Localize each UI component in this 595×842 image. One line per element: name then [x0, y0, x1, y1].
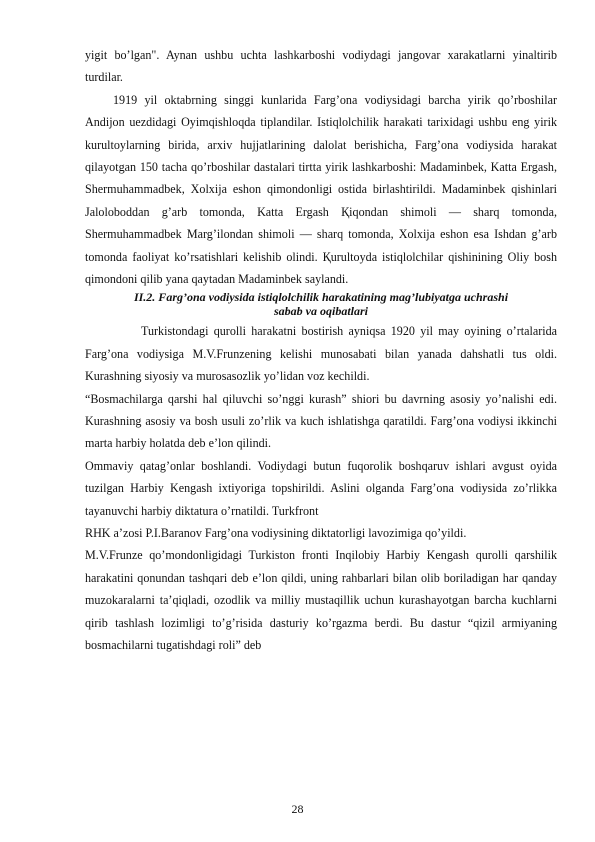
paragraph-kurultoy: 1919 yil oktabrning singgi kunlarida Farg’ona vodiysidagi barcha yirik qo’rboshilar Andijon uezdidagi Oyimqishloqda tiplandilar. Istiqlolchilik harakati tarixidagi ushbu eng yirik kurultoylarning birida, arxiv hujjatlarining dalolat berishicha, Farg’ona vodiysida harakat qilayotgan 150 tacha qo’rboshilar dastalari tirtta yirik lashkarboshi: Madaminbek, Katta Ergash, Shermuhammadbek, Xolxija eshon qimondonligi ostida birlashtirildi. Madaminbek qishinlari Jaloloboddan g’arb tomonda, Katta Ergash Қiqondan shimoli — sharq tomonda, Shermuhammadbek Marg’ilondan shimoli — sharq tomonda, Xolxija eshon esa Ishdan g’arb tomonda faoliyat ko’rsatishlari kelishib olindi. Қurultoyda istiqlolchilar qishinining Oliy bosh qimondoni qilib yana qaytadan Madaminbek saylandi. [85, 92, 557, 287]
section-heading-line-2: sabab va oqibatlari [273, 303, 368, 318]
page-number: 28 [291, 802, 304, 816]
section-heading [85, 291, 557, 318]
paragraph-continuation: yigit bo’lgan". Aynan ushbu uchta lashkarboshi vodiydagi jangovar xarakatlarni yinaltirib turdilar. [85, 48, 557, 85]
body-text [85, 44, 557, 656]
paragraph-repressions: Ommaviy qatag’onlar boshlandi. Vodiydagi butun fuqorolik boshqaruv ishlari avgust oyida tuzilgan Harbiy Kengash ixtiyoriga topshirildi. Aslini olganda Farg’ona vodiysida zo’rlikka tayanuvchi harbiy diktatura o’rnatildi. Turkfront [85, 458, 557, 518]
paragraph-turkfront-council: M.V.Frunze qo’mondonligidagi Turkiston fronti Inqilobiy Harbiy Kengash qurolli qarshilik harakatini qonundan tashqari deb e’lon qildi, uning rahbarlari bilan olib boriladigan har qanday muzokaralarni ta’qiqladi, ozodlik va milliy mustaqillik uchun kurashayotgan barcha kuchlarni qirib tashlash lozimligi to’g’risida dasturiy ko’rgazma berdi. Bu dastur “qizil armiyaning bosmachilarni tugatishdagi roli” deb [85, 548, 557, 652]
paragraph-frunze-arrival: Turkistondagi qurolli harakatni bostirish ayniqsa 1920 yil may oyining o’rtalarida Farg’ona vodiysiga M.V.Frunzening kelishi munosabati bilan yanada dahshatli tus oldi. Kurashning siyosiy va murosasozlik yo’lidan voz kechildi. [85, 324, 557, 384]
paragraph-baranov: RHK a’zosi P.I.Baranov Farg’ona vodiysining diktatorligi lavozimiga qo’yildi. [85, 525, 467, 540]
section-heading-line-1: II.2. Farg’ona vodiysida istiqlolchilik harakatining mag’lubiyatga uchrashi [133, 290, 509, 305]
paragraph-final-struggle: “Bosmachilarga qarshi hal qiluvchi so’nggi kurash” shiori bu davrning asosiy yo’nalishi edi. Kurashning asosiy va bosh usuli zo’rlik va kuch ishlatishga qaratildi. Farg’ona vodiysi ikkinchi marta harbiy holatda deb e’lon qilindi. [85, 391, 557, 451]
